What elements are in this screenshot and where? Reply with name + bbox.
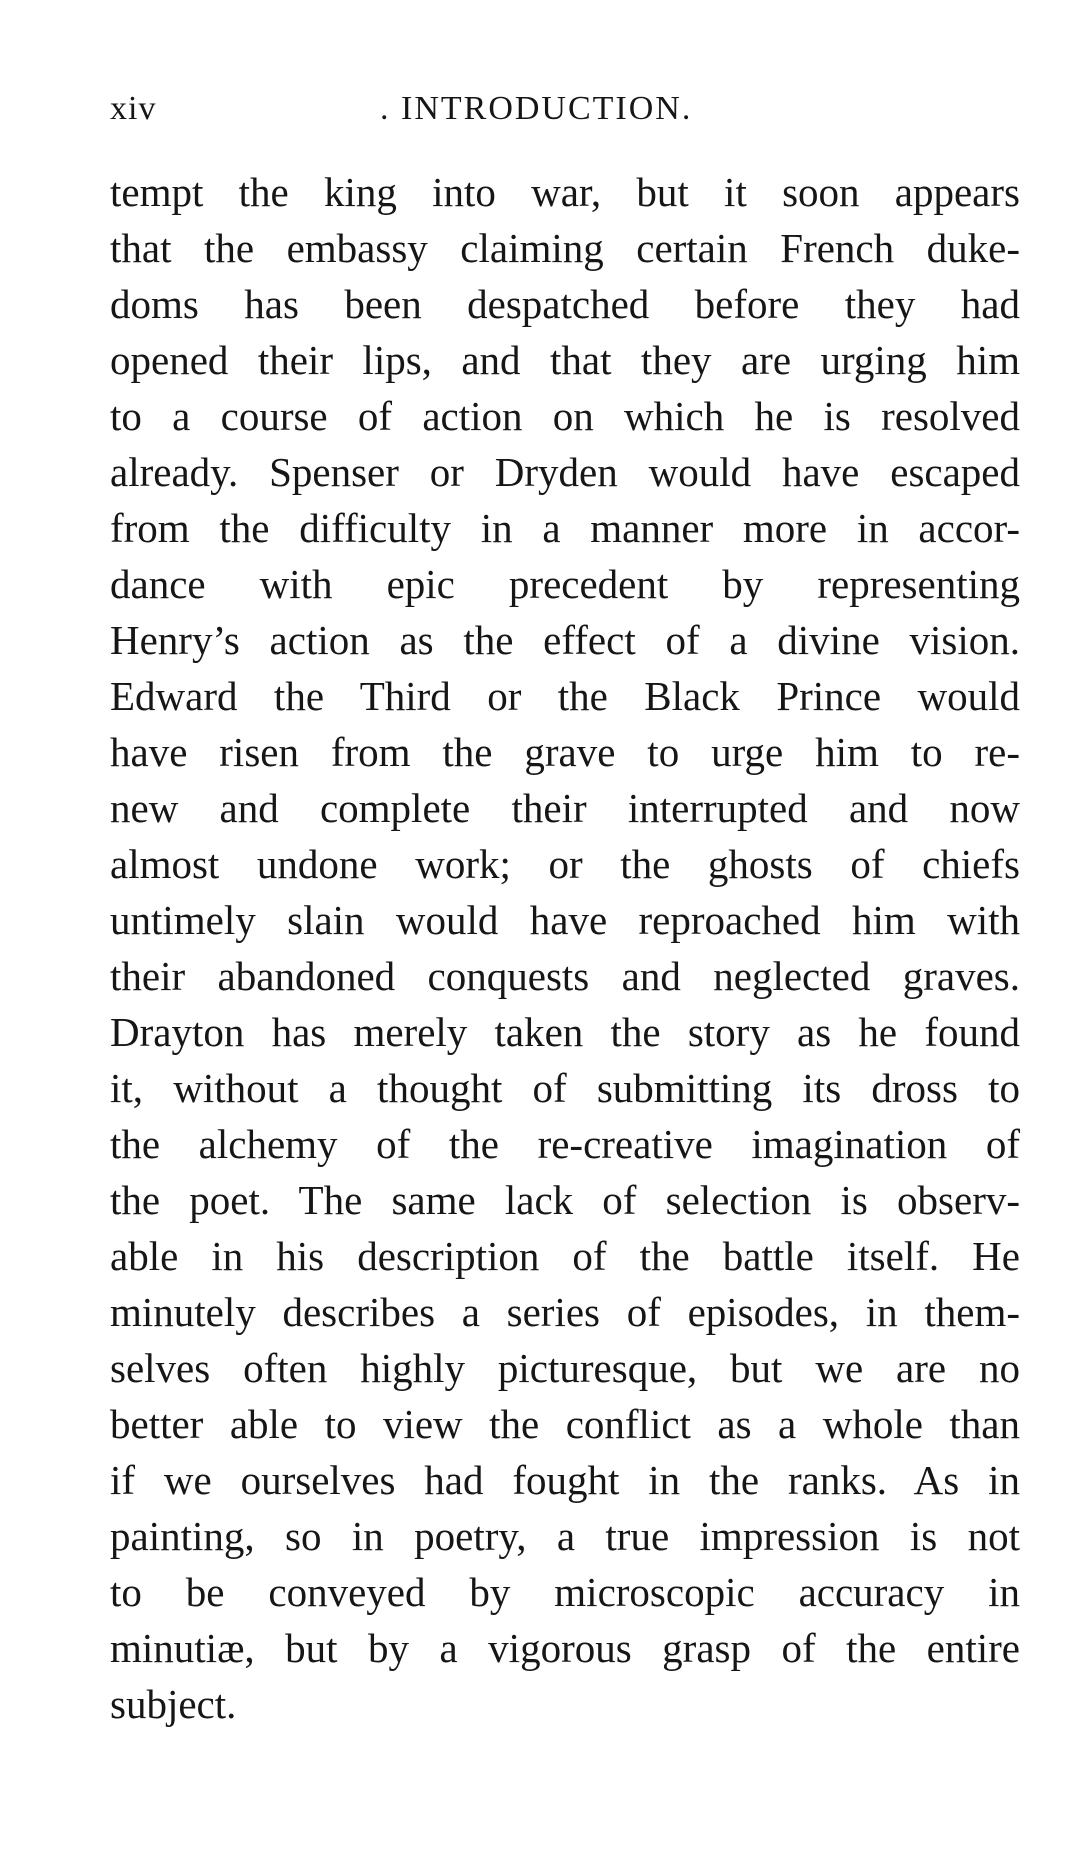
text-line: the alchemy of the re-creative imagination of — [110, 1121, 1020, 1167]
text-line: doms has been despatched before they had — [110, 281, 1020, 327]
text-line: to a course of action on which he is resolved — [110, 393, 1020, 439]
text-line: untimely slain would have reproached him with — [110, 897, 1020, 943]
text-line: new and complete their interrupted and now — [110, 785, 1020, 831]
text-line: almost undone work; or the ghosts of chiefs — [110, 841, 1020, 887]
text-line: able in his description of the battle itself. He — [110, 1233, 1020, 1279]
text-line: dance with epic precedent by representing — [110, 561, 1020, 607]
text-line: already. Spenser or Dryden would have escaped — [110, 449, 1020, 495]
body-text — [110, 164, 1020, 1732]
text-line: Drayton has merely taken the story as he found — [110, 1009, 1020, 1055]
text-line: that the embassy claiming certain French duke- — [110, 225, 1020, 271]
text-line: opened their lips, and that they are urging him — [110, 337, 1020, 383]
page-number: xiv — [110, 90, 157, 127]
text-line: their abandoned conquests and neglected graves. — [110, 953, 1020, 999]
text-line: painting, so in poetry, a true impression is not — [110, 1513, 1020, 1559]
text-line-final: subject. — [110, 1681, 237, 1727]
text-line: selves often highly picturesque, but we are no — [110, 1345, 1020, 1391]
text-line: Edward the Third or the Black Prince would — [110, 673, 1020, 719]
text-line: minutely describes a series of episodes, in them- — [110, 1289, 1020, 1335]
text-line: tempt the king into war, but it soon appears — [110, 169, 1020, 215]
text-line: from the difficulty in a manner more in accor- — [110, 505, 1020, 551]
text-line: the poet. The same lack of selection is observ- — [110, 1177, 1020, 1223]
text-line: have risen from the grave to urge him to re- — [110, 729, 1020, 775]
text-line: it, without a thought of submitting its dross to — [110, 1065, 1020, 1111]
text-line: minutiæ, but by a vigorous grasp of the entire — [110, 1625, 1020, 1671]
running-head-title: . INTRODUCTION. — [380, 90, 693, 127]
text-line: if we ourselves had fought in the ranks. As in — [110, 1457, 1020, 1503]
text-line: better able to view the conflict as a whole than — [110, 1401, 1020, 1447]
text-line: Henry’s action as the effect of a divine vision. — [110, 617, 1020, 663]
running-head — [110, 84, 1020, 134]
text-line: to be conveyed by microscopic accuracy in — [110, 1569, 1020, 1615]
